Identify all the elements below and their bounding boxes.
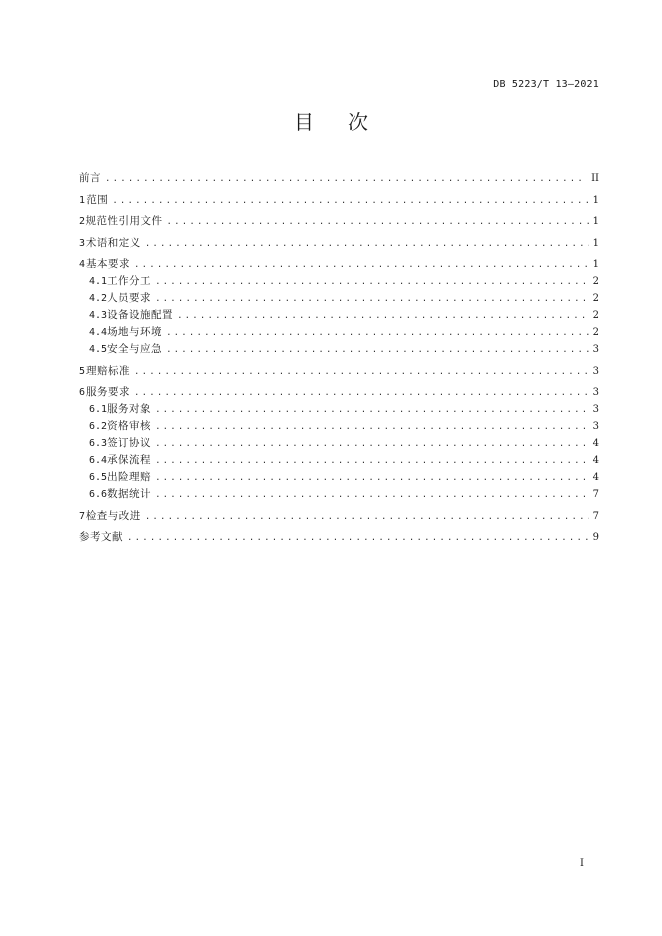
toc-entry-number: 7 xyxy=(79,510,86,522)
toc-entry-number: 1 xyxy=(79,194,86,206)
toc-entry-label: 服务对象 xyxy=(107,403,152,415)
toc-entry[interactable] xyxy=(79,401,599,418)
toc-entry[interactable] xyxy=(79,235,599,252)
toc-entry[interactable] xyxy=(79,435,599,452)
toc-entry-label: 工作分工 xyxy=(107,275,152,287)
toc-entry-page: 7 xyxy=(592,489,599,500)
toc-entry-page: 2 xyxy=(592,293,599,304)
toc-entry-label: 参考文献 xyxy=(79,531,123,543)
page-number: I xyxy=(580,858,584,869)
toc-leader-dots xyxy=(155,291,589,308)
toc-entry[interactable] xyxy=(79,341,599,358)
toc-leader-dots xyxy=(166,325,589,342)
toc-leader-dots xyxy=(127,530,589,547)
toc-entry-label: 资格审核 xyxy=(107,420,152,432)
toc-entry-label: 承保流程 xyxy=(107,454,152,466)
table-of-contents xyxy=(79,170,599,546)
toc-entry-page: 2 xyxy=(592,310,599,321)
toc-entry-page: 3 xyxy=(592,344,599,355)
toc-entry-label: 规范性引用文件 xyxy=(85,215,163,227)
page-title: 目次 xyxy=(294,110,402,134)
toc-leader-dots xyxy=(155,436,589,453)
toc-entry-label: 服务要求 xyxy=(85,386,130,398)
toc-entry-label: 设备设施配置 xyxy=(107,309,174,321)
toc-entry-page: 1 xyxy=(592,194,599,206)
toc-entry-page: 3 xyxy=(592,404,599,415)
toc-entry-page: 1 xyxy=(592,259,599,270)
toc-entry-page: 3 xyxy=(592,387,599,398)
toc-entry-label: 出险理赔 xyxy=(107,471,152,483)
toc-leader-dots xyxy=(134,364,589,381)
toc-entry-page: 9 xyxy=(592,532,599,543)
toc-entry-number: 6.4 xyxy=(89,455,108,466)
toc-entry-number: 4 xyxy=(79,259,86,270)
toc-leader-dots xyxy=(145,236,589,253)
toc-entry-number: 4.4 xyxy=(89,327,108,338)
toc-entry-label: 基本要求 xyxy=(85,258,130,270)
toc-entry-page: 4 xyxy=(592,455,599,466)
toc-entry-label: 人员要求 xyxy=(107,292,152,304)
toc-leader-dots xyxy=(134,257,589,274)
toc-entry-label: 数据统计 xyxy=(107,488,152,500)
toc-entry-number: 6.1 xyxy=(89,404,108,415)
toc-entry-label: 签订协议 xyxy=(107,437,152,449)
toc-leader-dots xyxy=(155,487,589,504)
toc-entry-number: 4.5 xyxy=(89,344,108,355)
toc-entry-page: 1 xyxy=(592,237,599,249)
toc-leader-dots xyxy=(145,509,589,526)
toc-entry[interactable] xyxy=(79,213,599,230)
toc-entry[interactable] xyxy=(79,529,599,546)
toc-leader-dots xyxy=(166,342,589,359)
toc-entry-page: 4 xyxy=(592,438,599,449)
toc-leader-dots xyxy=(112,193,588,210)
toc-leader-dots xyxy=(155,470,589,487)
toc-entry-number: 6.3 xyxy=(89,438,108,449)
toc-entry[interactable] xyxy=(79,363,599,380)
toc-leader-dots xyxy=(105,171,587,188)
toc-entry-label: 检查与改进 xyxy=(85,509,141,522)
toc-leader-dots xyxy=(177,308,589,325)
toc-entry-page: 7 xyxy=(592,510,599,522)
toc-entry-page: 3 xyxy=(592,365,599,377)
toc-entry[interactable] xyxy=(79,170,599,187)
toc-entry-page: 2 xyxy=(592,327,599,338)
toc-leader-dots xyxy=(155,453,589,470)
toc-entry[interactable] xyxy=(79,324,599,341)
toc-entry[interactable] xyxy=(79,290,599,307)
toc-entry[interactable] xyxy=(79,418,599,435)
toc-entry-label: 前言 xyxy=(79,172,101,184)
toc-entry-number: 6.6 xyxy=(89,489,108,500)
toc-entry-page: II xyxy=(591,173,599,184)
toc-entry-label: 范围 xyxy=(86,193,109,206)
toc-entry-number: 4.1 xyxy=(89,276,108,287)
toc-entry-page: 2 xyxy=(592,276,599,287)
toc-entry-label: 场地与环境 xyxy=(107,326,163,338)
toc-entry-number: 6 xyxy=(79,387,86,398)
toc-entry-number: 4.2 xyxy=(89,293,108,304)
toc-entry-page: 1 xyxy=(592,216,599,227)
toc-leader-dots xyxy=(155,419,589,436)
toc-entry-number: 5 xyxy=(79,365,86,377)
toc-entry-number: 3 xyxy=(79,237,86,249)
toc-entry-page: 4 xyxy=(592,472,599,483)
toc-entry-number: 2 xyxy=(79,216,86,227)
toc-entry[interactable] xyxy=(79,486,599,503)
toc-entry-number: 6.2 xyxy=(89,421,108,432)
toc-entry[interactable] xyxy=(79,384,599,401)
toc-entry-number: 4.3 xyxy=(89,310,108,321)
toc-leader-dots xyxy=(134,385,589,402)
toc-entry-label: 术语和定义 xyxy=(85,236,141,249)
toc-entry-label: 安全与应急 xyxy=(107,343,163,355)
toc-entry[interactable] xyxy=(79,307,599,324)
document-code: DB 5223/T 13—2021 xyxy=(493,79,599,90)
toc-leader-dots xyxy=(155,274,589,291)
toc-entry[interactable] xyxy=(79,452,599,469)
toc-entry-label: 理赔标准 xyxy=(85,364,130,377)
toc-leader-dots xyxy=(166,214,588,231)
toc-entry[interactable] xyxy=(79,256,599,273)
toc-entry[interactable] xyxy=(79,273,599,290)
toc-entry[interactable] xyxy=(79,469,599,486)
toc-entry[interactable] xyxy=(79,192,599,209)
toc-entry-number: 6.5 xyxy=(89,472,108,483)
toc-leader-dots xyxy=(155,402,589,419)
toc-entry-page: 3 xyxy=(592,421,599,432)
toc-entry[interactable] xyxy=(79,508,599,525)
